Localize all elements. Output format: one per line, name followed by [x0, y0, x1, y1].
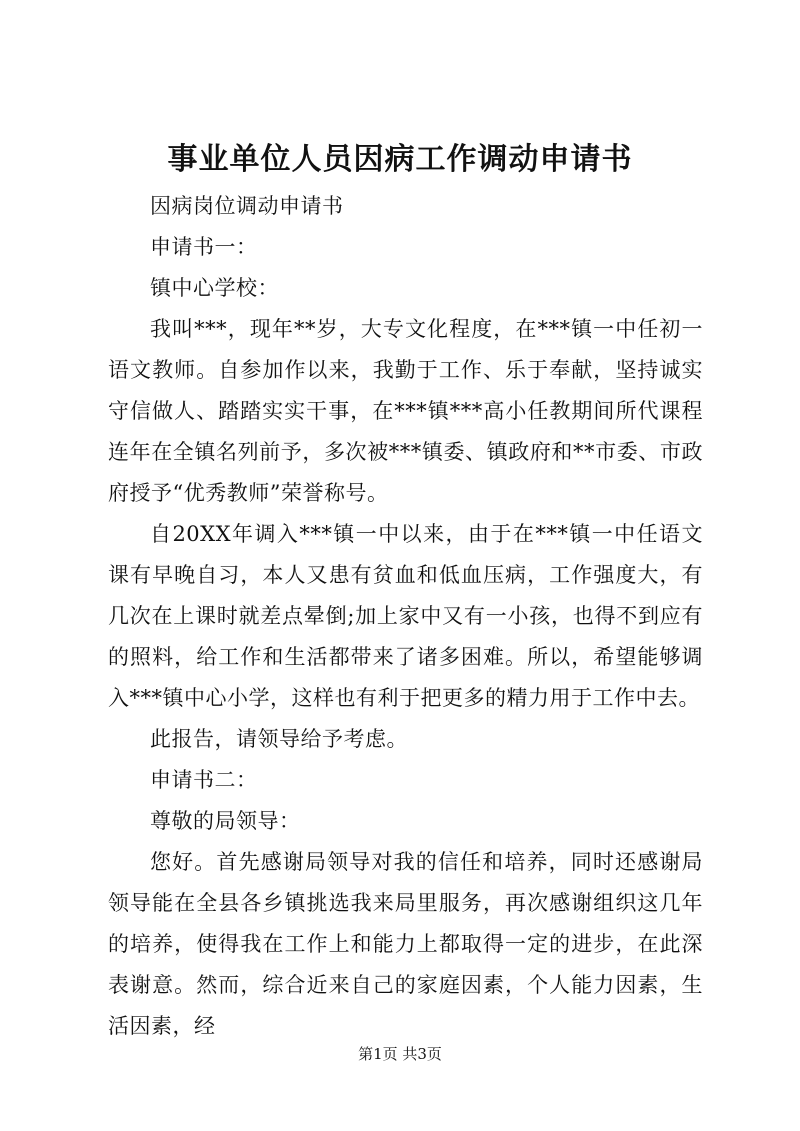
subtitle-paragraph: 因病岗位调动申请书 [150, 194, 344, 218]
section-heading-two: 申请书二： [150, 768, 258, 792]
body-paragraph: 您好。首先感谢局领导对我的信任和培养，同时还感谢局领导能在全县各乡镇挑选我来局里服务，再次感谢组织这几年的培养，使得我在工作上和能力上都取得一定的进步，在此深表谢意。然而，综合近来自己的家庭因素，个人能力因素，生活因素，经 [108, 850, 703, 1038]
body-paragraph: 我叫***，现年**岁，大专文化程度，在***镇一中任初一语文教师。自参加作以来，我勤于工作、乐于奉献，坚持诚实守信做人、踏踏实实干事，在***镇***高小任教期间所代课程连年在全镇名列前予，多次被***镇委、镇政府和**市委、市政府授予“优秀教师”荣誉称号。 [108, 317, 703, 505]
document-body [108, 186, 703, 1047]
section-heading-one: 申请书一： [150, 235, 258, 259]
closing-paragraph: 此报告，请领导给予考虑。 [150, 727, 408, 751]
page-number-footer: 第1页 共3页 [358, 1045, 442, 1063]
addressee-paragraph: 镇中心学校： [150, 276, 279, 300]
salutation-paragraph: 尊敬的局领导： [150, 809, 301, 833]
document-title: 事业单位人员因病工作调动申请书 [167, 142, 633, 177]
body-paragraph: 自20XX年调入***镇一中以来，由于在***镇一中任语文课有早晚自习，本人又患有贫血和低血压病，工作强度大，有几次在上课时就差点晕倒;加上家中又有一小孩，也得不到应有的照料，给工作和生活都带来了诸多困难。所以，希望能够调入***镇中心小学，这样也有利于把更多的精力用于工作中去。 [108, 522, 703, 710]
